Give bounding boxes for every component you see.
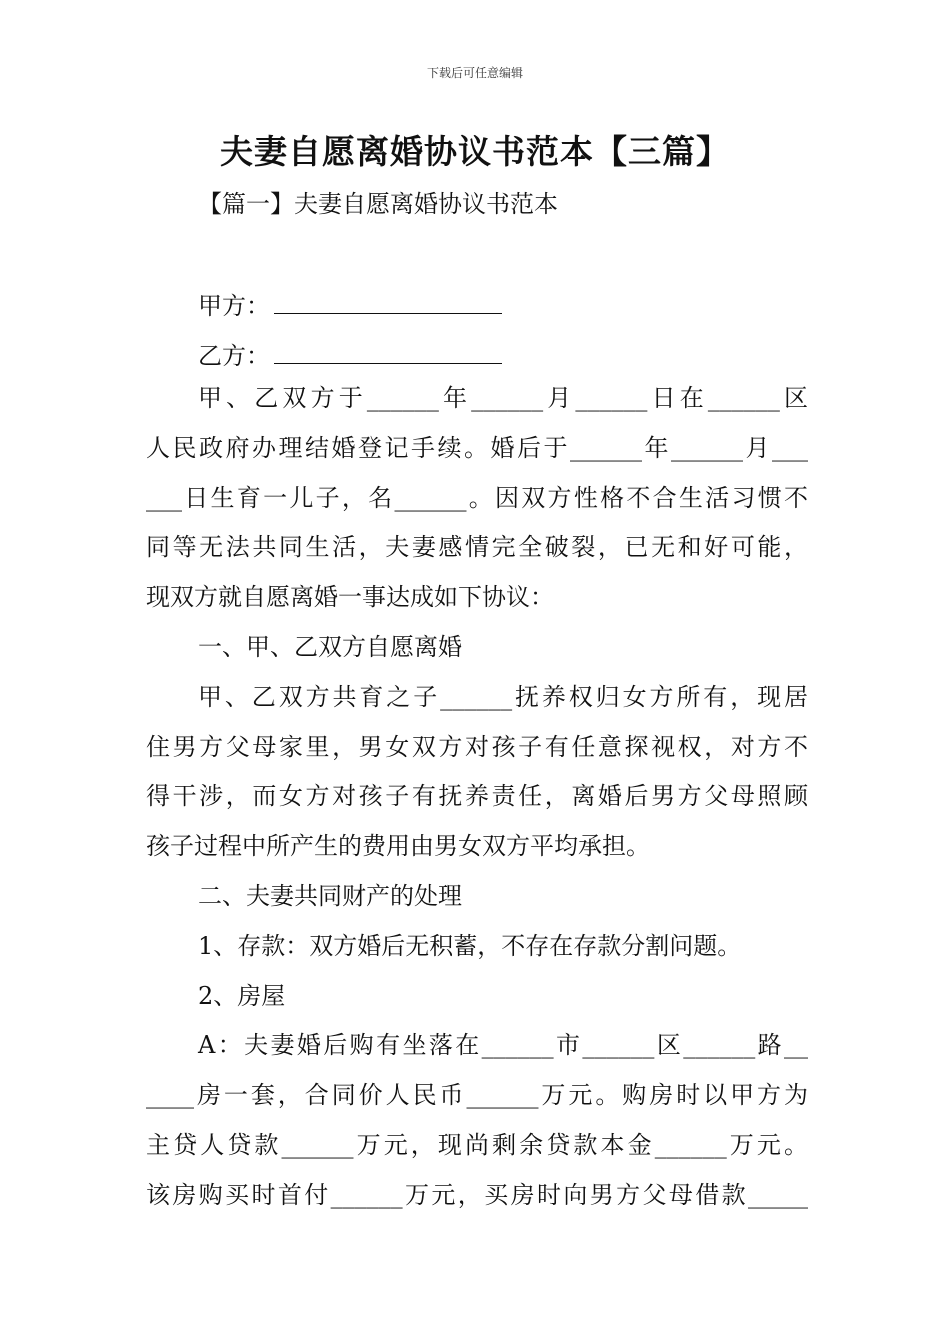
paragraph-line: 孩子过程中所产生的费用由男女双方平均承担。	[146, 832, 650, 861]
party-a-blank	[274, 293, 502, 314]
paragraph-line: 现双方就自愿离婚一事达成如下协议：	[146, 583, 554, 612]
paragraph-line: 同等无法共同生活，夫妻感情完全破裂，已无和好可能，	[146, 533, 808, 562]
section-heading: 二、夫妻共同财产的处理	[198, 881, 462, 910]
paragraph-line: 主贷人贷款______万元，现尚剩余贷款本金______万元。	[146, 1130, 808, 1159]
party-b-label: 乙方：	[198, 342, 270, 370]
party-a-field	[198, 286, 502, 321]
paragraph-line: 该房购买时首付______万元，买房时向男方父母借款_____	[146, 1180, 808, 1209]
paragraph-line: 1、存款：双方婚后无积蓄，不存在存款分割问题。	[198, 931, 742, 960]
section-subtitle: 【篇一】夫妻自愿离婚协议书范本	[198, 190, 558, 218]
paragraph-line: ____房一套，合同价人民币______万元。购房时以甲方为	[146, 1081, 808, 1110]
paragraph-line: 住男方父母家里，男女双方对孩子有任意探视权，对方不	[146, 732, 808, 761]
paragraph-line: 甲、乙双方共育之子______抚养权归女方所有，现居	[198, 682, 808, 711]
document-body	[146, 374, 808, 1221]
paragraph-line: ___日生育一儿子，名______。因双方性格不合生活习惯不	[146, 483, 808, 512]
paragraph-line: A：夫妻婚后购有坐落在______市______区______路__	[198, 1031, 808, 1060]
paragraph-line: 人民政府办理结婚登记手续。婚后于______年______月___	[146, 433, 808, 462]
header-note: 下载后可任意编辑	[426, 66, 523, 80]
paragraph-line: 得干涉，而女方对孩子有抚养责任，离婚后男方父母照顾	[146, 782, 808, 811]
document-title: 夫妻自愿离婚协议书范本【三篇】	[220, 132, 730, 171]
party-b-blank	[274, 343, 502, 364]
paragraph-line: 甲、乙双方于______年______月______日在______区	[198, 384, 808, 412]
section-heading: 一、甲、乙双方自愿离婚	[198, 632, 462, 661]
party-b-field	[198, 336, 502, 371]
party-a-label: 甲方：	[198, 292, 270, 320]
subsection-heading: 2、房屋	[198, 981, 286, 1010]
